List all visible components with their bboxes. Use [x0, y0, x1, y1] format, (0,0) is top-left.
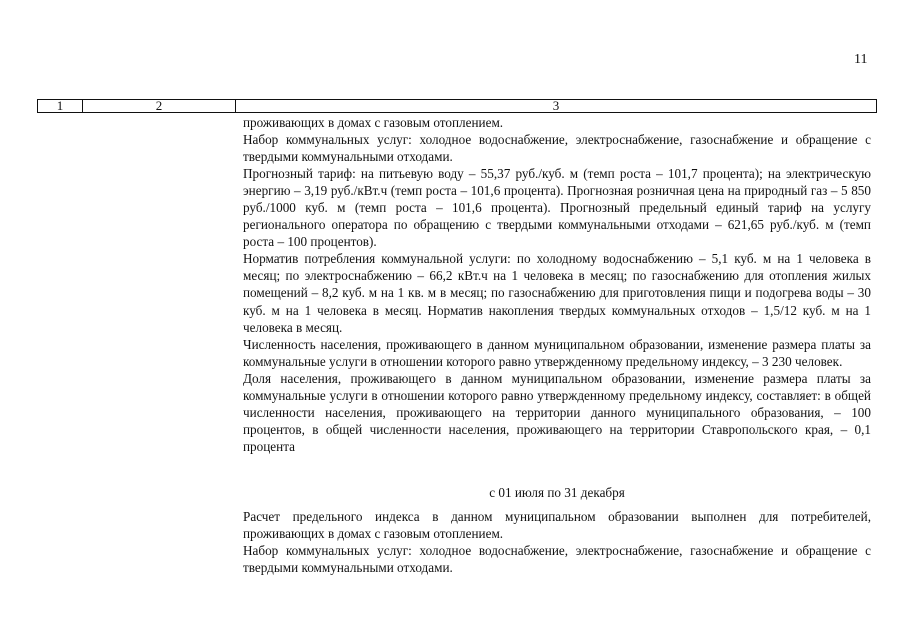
table-header-col-1: 1 — [38, 100, 83, 112]
paragraph: Расчет предельного индекса в данном муниципальном образовании выполнен для потребителей, проживающих в домах с газовым отоплением. — [243, 509, 871, 542]
paragraph: Численность населения, проживающего в данном муниципальном образовании, изменение размера платы за коммунальные услуги в отношении которого равно утвержденному предельному индексу, – 3 230 человек. — [243, 336, 871, 369]
table-header-col-3: 3 — [552, 98, 560, 113]
table-header-row — [37, 99, 877, 113]
paragraph: Набор коммунальных услуг: холодное водоснабжение, электроснабжение, газоснабжение и обращение с твердыми коммунальными отходами. — [243, 543, 871, 576]
paragraph: Норматив потребления коммунальной услуги: по холодному водоснабжению – 5,1 куб. м на 1 человека в месяц; по электроснабжению – 66,2 кВт.ч на 1 человека в месяц; по газоснабжению для отопления жилых помещений – 8,2 куб. м на 1 кв. м в месяц; по газоснабжению для приготовления пищи и подогрева воды – 30 куб. м на 1 человека в месяц. Норматив накопления твердых коммунальных отходов – 1,5/12 куб. м на 1 человека в месяц. — [243, 251, 871, 335]
paragraph: Прогнозный тариф: на питьевую воду – 55,37 руб./куб. м (темп роста – 101,7 процента); на электрическую энергию – 3,19 руб./кВт.ч (темп роста – 101,6 процента). Прогнозная розничная цена на природный газ – 5 850 руб./1000 куб. м (темп роста – 101,6 процента). Прогнозный предельный единый тариф на услугу регионального оператора по обращению с твердыми коммунальными отходами – 621,65 руб./куб. м (темп роста – 100 процентов). — [243, 166, 871, 250]
paragraph: Доля населения, проживающего в данном муниципальном образовании, изменение размера платы за коммунальные услуги в отношении которого равно утвержденному предельному индексу, составляет: в общей численности населения, проживающего на территории данного муниципального образования, – 100 процентов, в общей численности населения, проживающего на территории Ставропольского края, – 0,1 процента — [243, 370, 871, 454]
period-heading: с 01 июля по 31 декабря — [489, 485, 625, 500]
paragraph: Набор коммунальных услуг: холодное водоснабжение, электроснабжение, газоснабжение и обращение с твердыми коммунальными отходами. — [243, 132, 871, 165]
section-1-text — [243, 114, 871, 455]
section-2-text — [243, 508, 871, 576]
page-number: 11 — [854, 52, 868, 67]
table-header-col-2: 2 — [83, 100, 236, 112]
paragraph: проживающих в домах с газовым отоплением. — [243, 115, 504, 130]
